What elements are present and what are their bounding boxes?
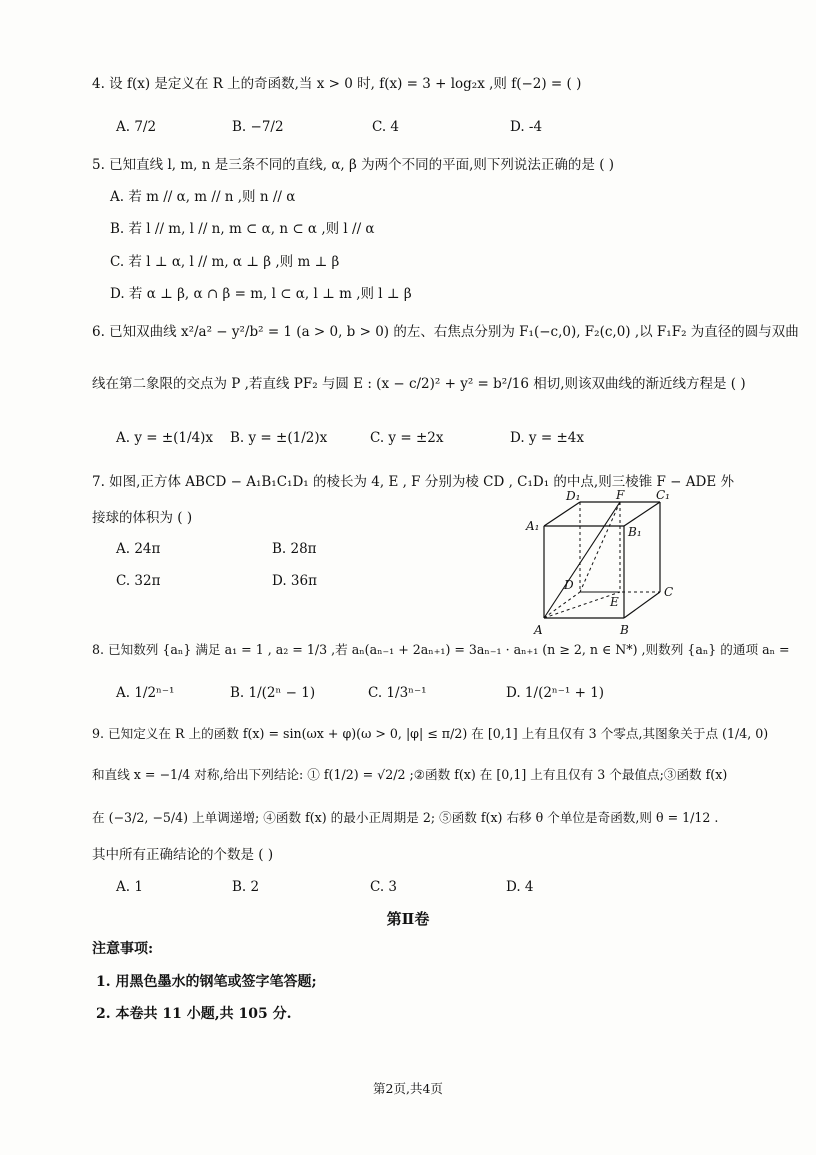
label-f: F (616, 488, 625, 502)
q6-option-a: A. y = ±(1/4)x (116, 430, 214, 446)
q9-stem-line4: 其中所有正确结论的个数是 ( ) (92, 847, 274, 863)
label-c1: C₁ (656, 488, 670, 502)
q7-option-d: D. 36π (272, 573, 317, 589)
q9-option-d: D. 4 (506, 879, 534, 895)
q5-option-b: B. 若 l // m, l // n, m ⊂ α, n ⊂ α ,则 l // α (110, 221, 375, 237)
q9-stem-line1: 9. 已知定义在 R 上的函数 f(x) = sin(ωx + φ)(ω > 0, |φ| ≤ π/2) 在 [0,1] 上有且仅有 3 个零点,其图象关于点 (1/4, 0) (92, 726, 769, 741)
q9-option-b: B. 2 (232, 879, 260, 895)
q4-stem: 4. 设 f(x) 是定义在 R 上的奇函数,当 x > 0 时, f(x) = 3 + log₂x ,则 f(−2) = ( ) (92, 76, 582, 92)
q8-option-a: A. 1/2ⁿ⁻¹ (116, 685, 175, 701)
label-a: A (534, 623, 543, 637)
q4-option-d: D. -4 (510, 119, 543, 135)
q5-option-d: D. 若 α ⊥ β, α ∩ β = m, l ⊂ α, l ⊥ m ,则 l ⊥ β (110, 286, 412, 302)
q9-stem-line2: 和直线 x = −1/4 对称,给出下列结论: ① f(1/2) = √2/2 ;②函数 f(x) 在 [0,1] 上有且仅有 3 个最值点;③函数 f(x) (92, 767, 728, 782)
q9-option-c: C. 3 (370, 879, 398, 895)
q7-stem-line2: 接球的体积为 ( ) (92, 510, 193, 526)
q7-option-b: B. 28π (272, 541, 317, 557)
label-c: C (664, 585, 674, 599)
notice-item-1: 1. 用黑色墨水的钢笔或签字笔答题; (96, 974, 317, 990)
label-b: B (620, 623, 629, 637)
q7-option-c: C. 32π (116, 573, 161, 589)
q4-option-a: A. 7/2 (116, 119, 157, 135)
q6-stem-line2: 线在第二象限的交点为 P ,若直线 PF₂ 与圆 E : (x − c/2)² + y² = b²/16 相切,则该双曲线的渐近线方程是 ( ) (92, 376, 746, 392)
q4-option-c: C. 4 (372, 119, 400, 135)
q6-option-b: B. y = ±(1/2)x (230, 430, 328, 446)
label-b1: B₁ (628, 525, 642, 539)
q9-stem-line3: 在 (−3/2, −5/4) 上单调递增; ④函数 f(x) 的最小正周期是 2; ⑤函数 f(x) 右移 θ 个单位是奇函数,则 θ = 1/12 . (92, 810, 719, 825)
cube-diagram (522, 488, 682, 638)
q6-option-d: D. y = ±4x (510, 430, 584, 446)
q7-stem-line1: 7. 如图,正方体 ABCD − A₁B₁C₁D₁ 的棱长为 4, E , F 分别为棱 CD , C₁D₁ 的中点,则三棱锥 F − ADE 外 (92, 474, 734, 490)
page-number: 第2页,共4页 (373, 1081, 443, 1096)
q5-option-c: C. 若 l ⊥ α, l // m, α ⊥ β ,则 m ⊥ β (110, 254, 340, 270)
label-d1: D₁ (566, 489, 581, 503)
q5-option-a: A. 若 m // α, m // n ,则 n // α (110, 189, 296, 205)
cube-figure (522, 488, 682, 638)
q4-option-b: B. −7/2 (232, 119, 284, 135)
label-d: D (564, 578, 574, 592)
q6-option-c: C. y = ±2x (370, 430, 444, 446)
section-title: 第Ⅱ卷 (386, 910, 430, 928)
label-a1: A₁ (526, 519, 540, 533)
q8-stem: 8. 已知数列 {aₙ} 满足 a₁ = 1 , a₂ = 1/3 ,若 aₙ(aₙ₋₁ + 2aₙ₊₁) = 3aₙ₋₁ · aₙ₊₁ (n ≥ 2, n ∈ N*) ,则数列 {aₙ} 的通项 aₙ = (92, 642, 790, 657)
q8-option-d: D. 1/(2ⁿ⁻¹ + 1) (506, 685, 605, 701)
label-e: E (610, 595, 619, 609)
notice-item-2: 2. 本卷共 11 小题,共 105 分. (96, 1006, 292, 1022)
notice-heading: 注意事项: (92, 941, 154, 957)
q6-stem-line1: 6. 已知双曲线 x²/a² − y²/b² = 1 (a > 0, b > 0) 的左、右焦点分别为 F₁(−c,0), F₂(c,0) ,以 F₁F₂ 为直径的圆与双曲 (92, 324, 799, 340)
q9-option-a: A. 1 (116, 879, 143, 895)
q8-option-c: C. 1/3ⁿ⁻¹ (368, 685, 427, 701)
q7-option-a: A. 24π (116, 541, 161, 557)
q8-option-b: B. 1/(2ⁿ − 1) (230, 685, 316, 701)
q5-stem: 5. 已知直线 l, m, n 是三条不同的直线, α, β 为两个不同的平面,则下列说法正确的是 ( ) (92, 157, 615, 173)
